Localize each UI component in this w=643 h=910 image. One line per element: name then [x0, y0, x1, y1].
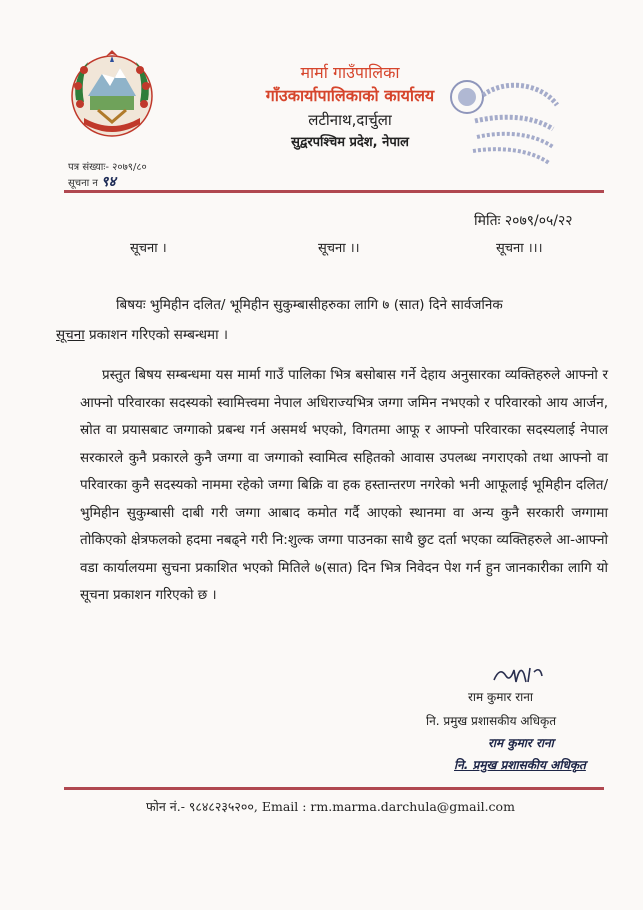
nepal-emblem — [66, 48, 158, 140]
header-divider — [64, 190, 604, 193]
reference-block — [68, 160, 147, 191]
stamp-designation: नि. प्रमुख प्रशासकीय अधिकृत — [454, 758, 586, 772]
office-title: गाँउकार्यापालिकाको कार्यालय — [265, 86, 435, 105]
subject-text-end: प्रकाशन गरिएको सम्बन्धमा । — [88, 327, 228, 343]
notice-number — [68, 175, 147, 191]
subject-underlined-word: सूचना — [56, 327, 85, 343]
municipality-name: मार्मा गाउँपालिका — [300, 63, 400, 82]
letter-date: मितिः २०७९/०५/२२ — [474, 213, 573, 229]
signatory-designation: नि. प्रमुख प्रशासकीय अधिकृत — [426, 714, 557, 728]
contact-footer: फोन नं.- ९८४८२३५२००, Email : rm.marma.darchula@gmail.com — [146, 799, 515, 814]
subject-label: बिषयः — [116, 297, 146, 313]
notice-heading-3: सूचना ।।। — [496, 241, 543, 256]
signatory-name: राम कुमार राना — [468, 690, 534, 704]
handwritten-signature — [490, 660, 550, 686]
notice-number-value: ९४ — [101, 174, 116, 190]
notice-heading-1: सूचना । — [130, 241, 167, 256]
subject-text: भुमिहीन दलित/ भूमिहीन सुकुम्बासीहरुका लागि ७ (सात) दिने सार्वजनिक — [149, 297, 503, 313]
notice-number-label: सूचना न — [68, 178, 98, 189]
notice-heading-2: सूचना ।। — [318, 241, 360, 256]
notice-body: प्रस्तुत बिषय सम्बन्धमा यस मार्मा गाउँ पालिका भित्र बसोबास गर्ने देहाय अनुसारका व्यक्तिहरुले आफ्नो र आफ्नो परिवारका सदस्यको स्वामित्त्वमा नेपाल अधिराज्यभित्र जग्गा जमिन नभएको र परिवारको आय आर्जन, स्रोत वा प्रयासबाट जग्गाको प्रबन्ध गर्न असमर्थ भएको, विगतमा आफू र आफ्नो परिवारका सदस्यलाई नेपाल सरकारले कुनै प्रकारले कुनै जग्गा वा जग्गाको स्वामित्व सहितको आवास उपलब्ध नगराएको तथा आफ्नो वा परिवारका कुनै सदस्यको नाममा रहेको जग्गा बिक्रि वा हक हस्तान्तरण नगरेको भनी आफूलाई भूमिहीन दलित/भुमिहीन सुकुम्बासी दाबी गरी जग्गा आबाद कमोत गर्दै आएको स्थानमा वा अन्य कुनै सरकारी जग्गामा तोकिएको क्षेत्रफलको हदमा नबढ्ने गरी नि:शुल्क जग्गा पाउनका साथै छुट दर्ता भएका व्यक्तिहरुले आ-आफ्नो वडा कार्यालयमा सुचना प्रकाशित भएको मितिले ७(सात) दिन भित्र निवेदन पेश गर्न हुन जानकारीका लागि यो सूचना प्रकाशन गरिएको छ । — [80, 367, 608, 603]
province-name: सुद्वरपश्चिम प्रदेश, नेपाल — [291, 135, 409, 150]
footer-divider — [64, 787, 604, 790]
stamp-name: राम कुमार राना — [488, 736, 554, 750]
subject-line — [56, 290, 616, 350]
office-address: लटीनाथ,दार्चुला — [308, 111, 392, 129]
office-seal — [445, 75, 565, 170]
letter-number: पत्र संख्याः- २०७९/८० — [68, 162, 147, 173]
